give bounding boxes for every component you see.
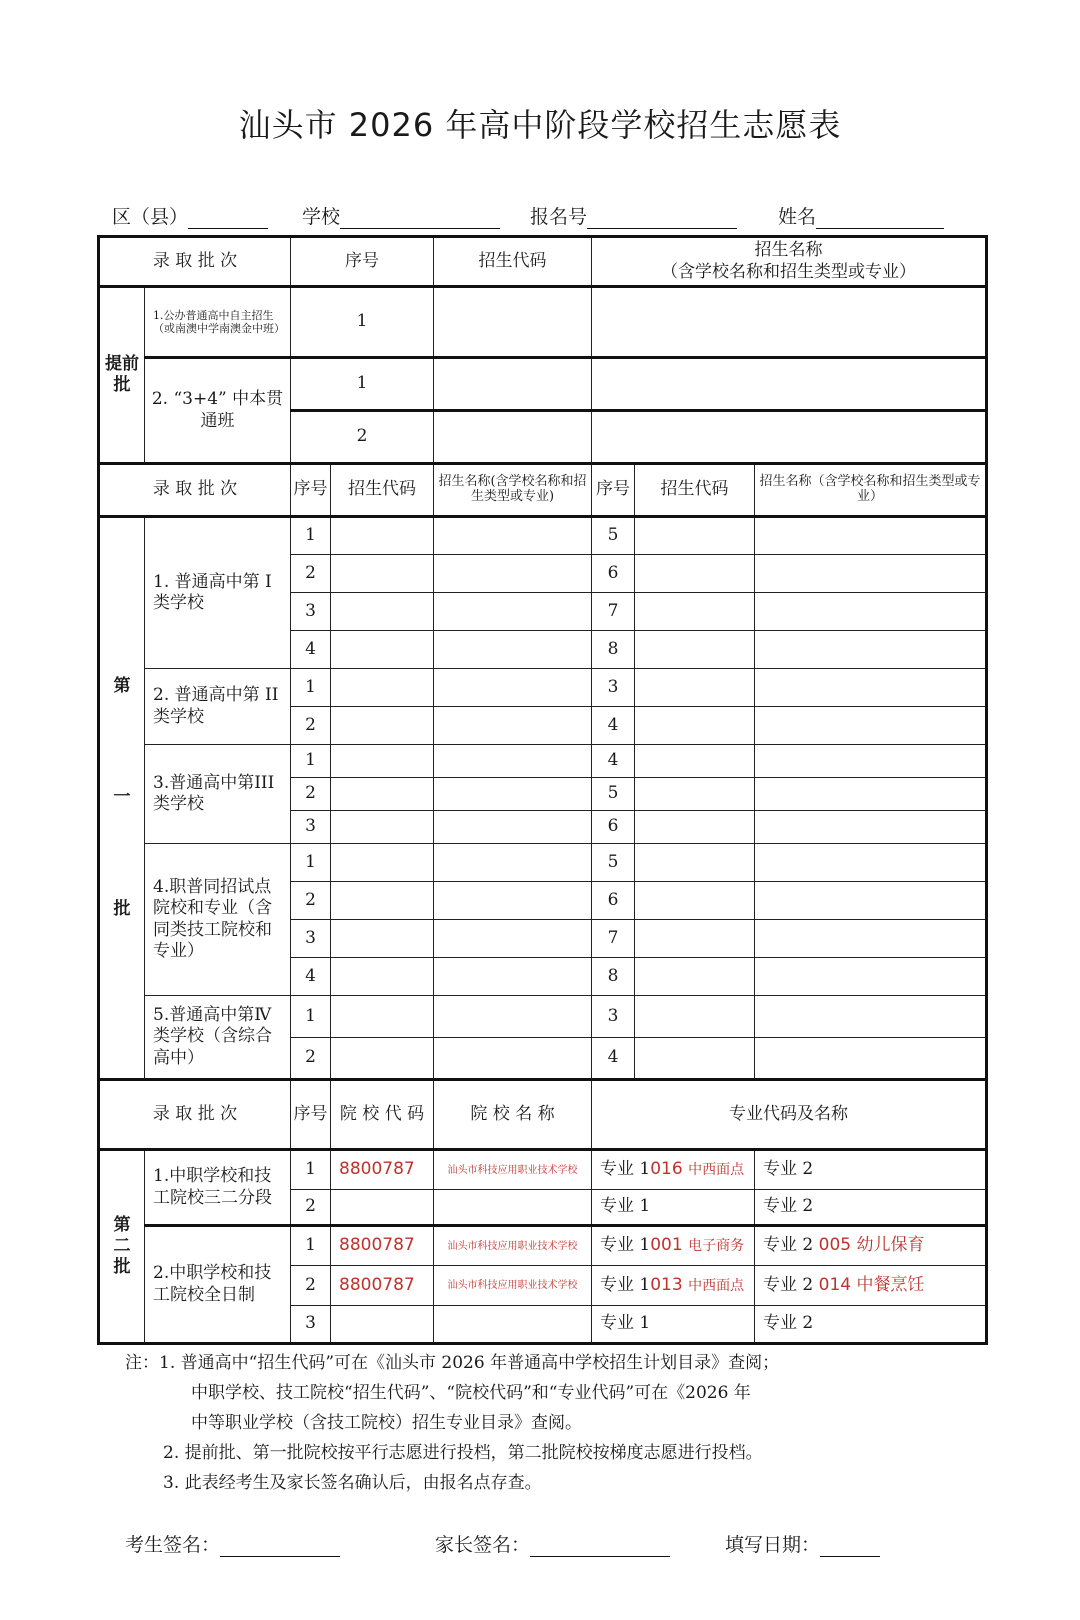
col-name-subtitle: （含学校名称和招生类型或专业） <box>661 261 916 282</box>
name-cell[interactable] <box>755 707 987 745</box>
second-row <box>99 1150 987 1190</box>
parent-signature[interactable] <box>435 1530 670 1557</box>
major1-name: 电子商务 <box>688 1238 745 1255</box>
note-1c: 中等职业学校（含技工院校）招生专业目录》查阅。 <box>191 1413 582 1433</box>
second-batch-char: 二 <box>113 1235 131 1256</box>
first-row <box>99 745 987 778</box>
code-cell[interactable] <box>434 358 592 411</box>
code-cell[interactable] <box>331 517 434 555</box>
name-cell[interactable] <box>434 593 592 631</box>
seq-cell: 8 <box>592 631 635 669</box>
code-cell[interactable] <box>635 669 755 707</box>
seq-cell: 2 <box>291 1038 331 1080</box>
code-cell[interactable] <box>635 844 755 882</box>
early-batch-label: 提前批 <box>99 287 145 464</box>
early-cat-2: 2. “3+4” 中本贯通班 <box>145 358 291 464</box>
name-cell[interactable] <box>434 1038 592 1080</box>
reg-label: 报名号 <box>530 206 588 228</box>
name-cell[interactable] <box>755 1038 987 1080</box>
seq-cell: 6 <box>592 882 635 920</box>
second-row <box>99 1226 987 1266</box>
code-cell[interactable] <box>635 631 755 669</box>
date-field[interactable] <box>725 1530 880 1557</box>
code-cell[interactable] <box>331 745 434 778</box>
code-cell[interactable] <box>331 958 434 996</box>
first-cat-2: 2. 普通高中第 II 类学校 <box>145 669 291 745</box>
seq-cell: 2 <box>291 555 331 593</box>
code-cell[interactable] <box>331 882 434 920</box>
major1-cell[interactable] <box>592 1266 755 1306</box>
seq-cell: 3 <box>291 920 331 958</box>
col-batch-header: 录 取 批 次 <box>99 237 291 287</box>
code-cell[interactable] <box>635 745 755 778</box>
major2-cell[interactable] <box>755 1190 987 1226</box>
col-name-title: 招生名称 <box>754 240 823 261</box>
note-3: 3. 此表经考生及家长签名确认后，由报名点存查。 <box>163 1473 542 1493</box>
col-name-header-right: 招生名称（含学校名称和招生类型或专业） <box>755 464 987 517</box>
seq-cell: 3 <box>291 593 331 631</box>
seq-cell: 6 <box>592 811 635 844</box>
second-header-row <box>99 1080 987 1150</box>
code-cell[interactable] <box>331 707 434 745</box>
code-cell[interactable] <box>331 811 434 844</box>
major2-label: 专业 2 <box>763 1196 814 1217</box>
seq-cell: 3 <box>592 669 635 707</box>
name-cell[interactable] <box>434 920 592 958</box>
note-1b: 中职学校、技工院校“招生代码”、“院校代码”和“专业代码”可在《2026 年 <box>191 1383 751 1403</box>
early-row-1 <box>99 287 987 358</box>
first-batch-char: 批 <box>113 898 131 919</box>
inst-code-cell[interactable] <box>331 1306 434 1344</box>
major1-cell[interactable] <box>592 1306 755 1344</box>
seq-cell: 4 <box>592 1038 635 1080</box>
name-cell[interactable] <box>434 996 592 1038</box>
name-cell[interactable] <box>755 996 987 1038</box>
inst-name-text: 汕头市科技应用职业技术学校 <box>447 1164 578 1176</box>
name-cell[interactable] <box>434 778 592 811</box>
date-blank[interactable] <box>820 1536 880 1557</box>
major1-cell[interactable] <box>592 1226 755 1266</box>
seq-cell: 2 <box>291 778 331 811</box>
first-row <box>99 517 987 555</box>
code-cell[interactable] <box>331 555 434 593</box>
school-label: 学校 <box>302 206 341 228</box>
name-cell[interactable] <box>755 631 987 669</box>
inst-name-cell[interactable] <box>434 1226 592 1266</box>
name-blank[interactable] <box>816 208 944 229</box>
inst-name-cell[interactable] <box>434 1306 592 1344</box>
name-cell[interactable] <box>592 358 987 411</box>
inst-name-cell[interactable] <box>434 1150 592 1190</box>
col-code-header: 招生代码 <box>331 464 434 517</box>
seq-cell: 1 <box>291 745 331 778</box>
code-cell[interactable] <box>331 778 434 811</box>
name-cell[interactable] <box>434 631 592 669</box>
major1-label: 专业 1 <box>600 1274 651 1295</box>
col-inst-name-header: 院 校 名 称 <box>434 1080 592 1150</box>
name-cell[interactable] <box>755 882 987 920</box>
seq-cell: 2 <box>291 1190 331 1226</box>
code-cell[interactable] <box>635 593 755 631</box>
seq-cell: 4 <box>291 631 331 669</box>
major2-code: 014 <box>818 1274 852 1295</box>
second-batch-char: 批 <box>113 1257 131 1278</box>
major2-cell[interactable] <box>755 1226 987 1266</box>
seq-cell: 2 <box>291 411 434 464</box>
major1-code: 013 <box>650 1274 683 1295</box>
reg-field[interactable] <box>530 202 737 229</box>
col-name-header <box>592 237 987 287</box>
code-cell[interactable] <box>635 1038 755 1080</box>
early-row-2 <box>99 358 987 411</box>
second-cat-1: 1.中职学校和技工院校三二分段 <box>145 1150 291 1226</box>
inst-name-text: 汕头市科技应用职业技术学校 <box>447 1240 578 1252</box>
name-cell[interactable] <box>755 669 987 707</box>
name-cell[interactable] <box>755 778 987 811</box>
inst-code-cell[interactable]: 8800787 <box>331 1150 434 1190</box>
code-cell[interactable] <box>635 555 755 593</box>
code-cell[interactable] <box>635 920 755 958</box>
early-header-row <box>99 237 987 287</box>
first-batch-char: 一 <box>113 787 131 808</box>
inst-name-cell[interactable] <box>434 1190 592 1226</box>
name-cell[interactable] <box>755 555 987 593</box>
code-cell[interactable] <box>331 844 434 882</box>
inst-name-text: 汕头市科技应用职业技术学校 <box>447 1280 578 1291</box>
name-cell[interactable] <box>755 811 987 844</box>
seq-cell: 2 <box>291 1266 331 1306</box>
seq-cell: 3 <box>291 1306 331 1344</box>
code-cell[interactable] <box>635 707 755 745</box>
code-cell[interactable] <box>635 517 755 555</box>
date-label: 填写日期： <box>725 1534 821 1556</box>
seq-cell: 8 <box>592 958 635 996</box>
note-2: 2. 提前批、第一批院校按平行志愿进行投档，第二批院校按梯度志愿进行投档。 <box>163 1443 763 1463</box>
name-cell[interactable] <box>592 411 987 464</box>
seq-cell: 6 <box>592 555 635 593</box>
col-seq-header: 序号 <box>291 1080 331 1150</box>
code-cell[interactable] <box>635 811 755 844</box>
inst-name-cell[interactable] <box>434 1266 592 1306</box>
major2-label: 专业 2 <box>763 1235 814 1256</box>
first-row <box>99 669 987 707</box>
col-seq-header-right: 序号 <box>592 464 635 517</box>
name-cell[interactable] <box>755 745 987 778</box>
seq-cell: 1 <box>291 287 434 358</box>
name-cell[interactable] <box>434 745 592 778</box>
inst-code-cell[interactable] <box>331 1190 434 1226</box>
first-cat-5: 5.普通高中第Ⅳ类学校（含综合高中） <box>145 996 291 1080</box>
major1-name: 中西面点 <box>688 1162 745 1179</box>
seq-cell: 1 <box>291 1226 331 1266</box>
name-cell[interactable] <box>755 593 987 631</box>
code-cell[interactable] <box>434 287 592 358</box>
code-cell[interactable] <box>635 996 755 1038</box>
parent-sig-blank[interactable] <box>530 1536 670 1557</box>
col-code-header: 招生代码 <box>434 237 592 287</box>
code-cell[interactable] <box>434 411 592 464</box>
seq-cell: 5 <box>592 517 635 555</box>
major2-name: 幼儿保育 <box>856 1235 925 1256</box>
name-field[interactable] <box>778 202 944 229</box>
student-sig-label: 考生签名： <box>125 1534 221 1556</box>
seq-cell: 1 <box>291 358 434 411</box>
second-batch-char: 第 <box>113 1214 131 1235</box>
name-cell[interactable] <box>434 707 592 745</box>
first-cat-4: 4.职普同招试点院校和专业（含同类技工院校和专业） <box>145 844 291 996</box>
student-sig-blank[interactable] <box>220 1536 340 1557</box>
seq-cell: 5 <box>592 844 635 882</box>
early-cat-1: 1.公办普通高中自主招生（或南澳中学南澳金中班） <box>145 287 291 358</box>
seq-cell: 7 <box>592 920 635 958</box>
major1-cell[interactable] <box>592 1190 755 1226</box>
first-batch-char: 第 <box>113 676 131 697</box>
name-cell[interactable] <box>434 669 592 707</box>
seq-cell: 1 <box>291 1150 331 1190</box>
seq-cell: 7 <box>592 593 635 631</box>
second-cat-2: 2.中职学校和技工院校全日制 <box>145 1226 291 1344</box>
seq-cell: 4 <box>592 707 635 745</box>
name-cell[interactable] <box>755 920 987 958</box>
major2-code: 005 <box>818 1235 852 1256</box>
col-batch-header: 录 取 批 次 <box>99 464 291 517</box>
major1-label: 专业 1 <box>600 1235 651 1256</box>
reg-blank[interactable] <box>587 208 737 229</box>
code-cell[interactable] <box>635 778 755 811</box>
seq-cell: 1 <box>291 517 331 555</box>
code-cell[interactable] <box>331 593 434 631</box>
name-cell[interactable] <box>755 958 987 996</box>
district-field[interactable] <box>112 202 268 229</box>
code-cell[interactable] <box>331 996 434 1038</box>
code-cell[interactable] <box>331 669 434 707</box>
name-cell[interactable] <box>592 287 987 358</box>
inst-code-cell[interactable]: 8800787 <box>331 1226 434 1266</box>
name-label: 姓名 <box>778 206 817 228</box>
first-cat-1: 1. 普通高中第 I 类学校 <box>145 517 291 669</box>
first-row <box>99 844 987 882</box>
major2-cell[interactable] <box>755 1306 987 1344</box>
major2-label: 专业 2 <box>763 1159 814 1180</box>
seq-cell: 5 <box>592 778 635 811</box>
major1-name: 中西面点 <box>688 1277 745 1294</box>
col-name-header: 招生名称(含学校名称和招生类型或专业) <box>434 464 592 517</box>
seq-cell: 1 <box>291 844 331 882</box>
major2-cell[interactable] <box>755 1150 987 1190</box>
code-cell[interactable] <box>635 882 755 920</box>
code-cell[interactable] <box>331 631 434 669</box>
district-blank[interactable] <box>188 208 268 229</box>
major1-label: 专业 1 <box>600 1313 651 1334</box>
major1-label: 专业 1 <box>600 1196 651 1217</box>
inst-code-cell[interactable]: 8800787 <box>331 1266 434 1306</box>
school-field[interactable] <box>302 202 500 229</box>
col-inst-code-header: 院 校 代 码 <box>331 1080 434 1150</box>
first-header-row <box>99 464 987 517</box>
seq-cell: 1 <box>291 996 331 1038</box>
code-cell[interactable] <box>331 1038 434 1080</box>
major2-cell[interactable] <box>755 1266 987 1306</box>
major2-name: 中餐烹饪 <box>856 1274 925 1295</box>
code-cell[interactable] <box>331 920 434 958</box>
col-seq-header: 序号 <box>291 237 434 287</box>
first-batch-label <box>99 517 145 1080</box>
major1-code: 016 <box>650 1159 683 1180</box>
name-cell[interactable] <box>755 844 987 882</box>
seq-cell: 3 <box>291 811 331 844</box>
major1-code: 001 <box>650 1235 683 1256</box>
name-cell[interactable] <box>755 517 987 555</box>
second-batch-label <box>99 1150 145 1344</box>
first-cat-3: 3.普通高中第III类学校 <box>145 745 291 844</box>
page-title: 汕头市 2026 年高中阶段学校招生志愿表 <box>238 106 842 144</box>
major2-label: 专业 2 <box>763 1274 814 1295</box>
seq-cell: 2 <box>291 707 331 745</box>
major1-label: 专业 1 <box>600 1159 651 1180</box>
district-label: 区（县） <box>112 206 189 228</box>
name-cell[interactable] <box>434 811 592 844</box>
seq-cell: 1 <box>291 669 331 707</box>
student-signature[interactable] <box>125 1530 340 1557</box>
name-cell[interactable] <box>434 882 592 920</box>
first-row <box>99 996 987 1038</box>
seq-cell: 4 <box>291 958 331 996</box>
col-seq-header: 序号 <box>291 464 331 517</box>
name-cell[interactable] <box>434 555 592 593</box>
major2-label: 专业 2 <box>763 1313 814 1334</box>
notes <box>125 1348 779 1498</box>
name-cell[interactable] <box>434 958 592 996</box>
school-blank[interactable] <box>340 208 500 229</box>
col-batch-header: 录 取 批 次 <box>99 1080 291 1150</box>
seq-cell: 3 <box>592 996 635 1038</box>
col-code-header-right: 招生代码 <box>635 464 755 517</box>
parent-sig-label: 家长签名： <box>435 1534 531 1556</box>
name-cell[interactable] <box>434 517 592 555</box>
major1-cell[interactable] <box>592 1150 755 1190</box>
name-cell[interactable] <box>434 844 592 882</box>
seq-cell: 4 <box>592 745 635 778</box>
application-table <box>97 235 988 1345</box>
code-cell[interactable] <box>635 958 755 996</box>
seq-cell: 2 <box>291 882 331 920</box>
col-major-header: 专业代码及名称 <box>592 1080 987 1150</box>
note-1a: 注：1. 普通高中“招生代码”可在《汕头市 2026 年普通高中学校招生计划目录》查阅； <box>125 1353 780 1373</box>
